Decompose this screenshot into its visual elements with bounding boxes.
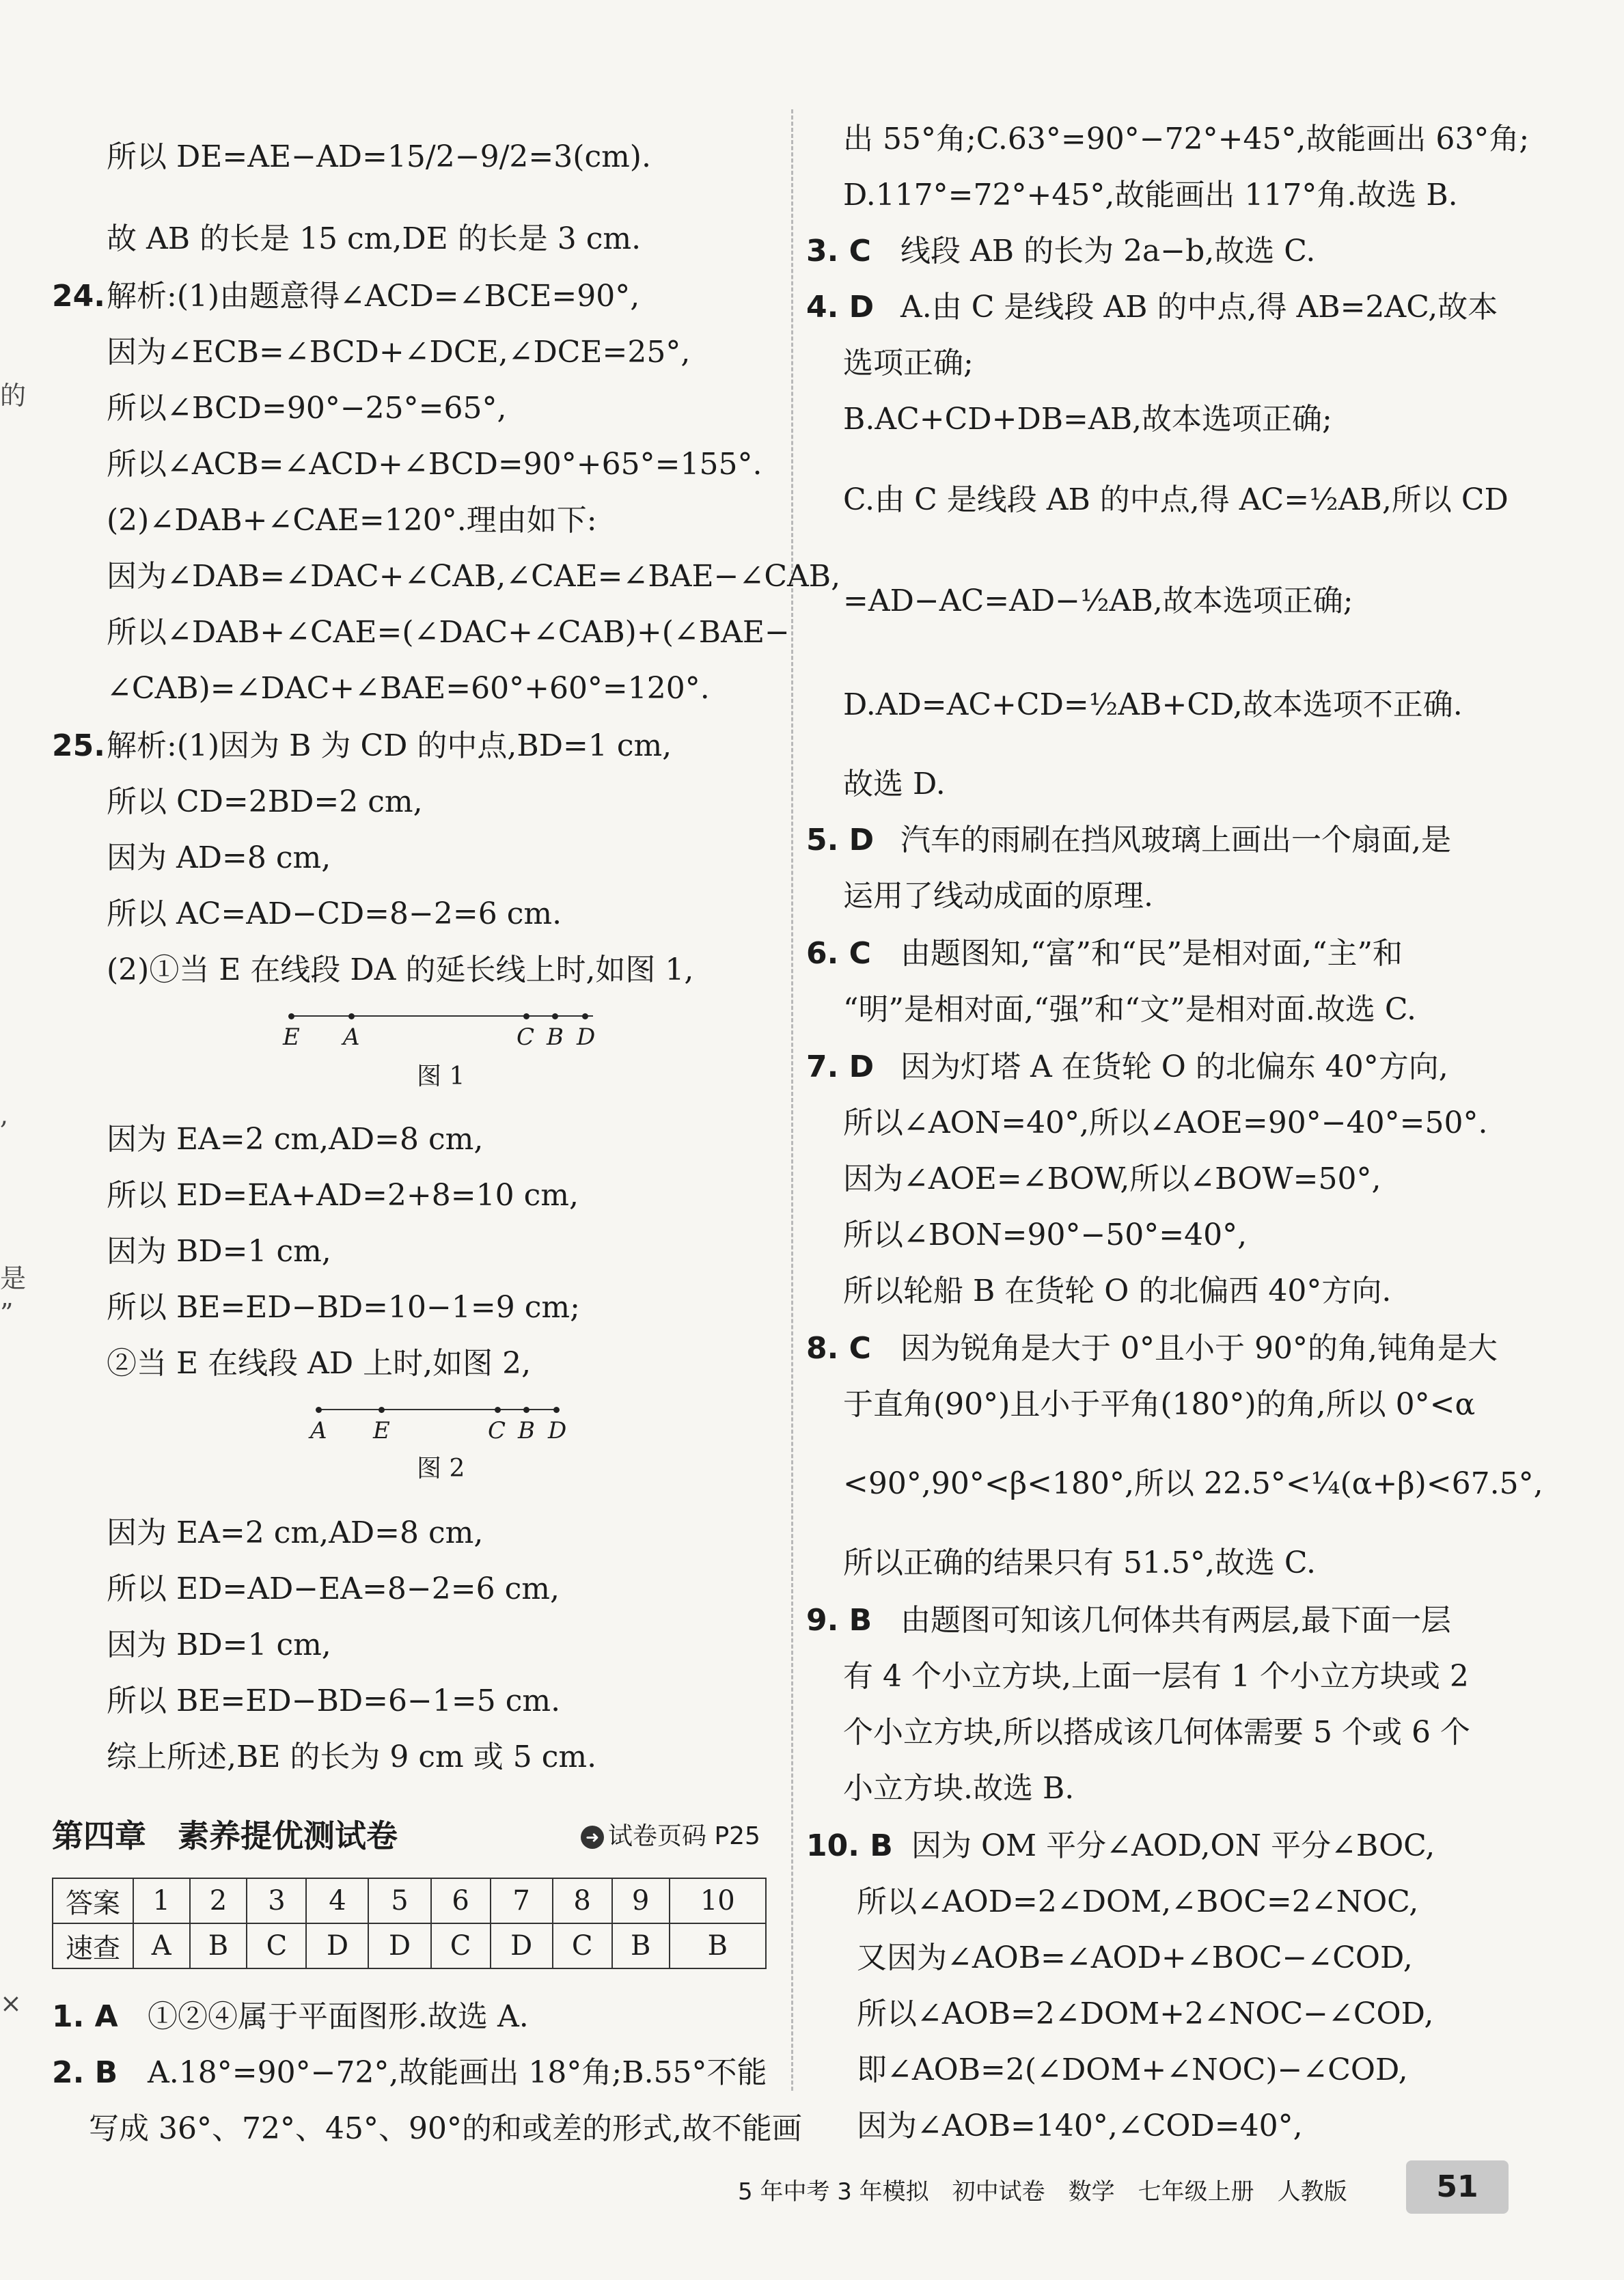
text-line: 解析:(1)由题意得∠ACD=∠BCE=90°, (107, 279, 640, 314)
arrow-right-icon: ➜ (581, 1826, 604, 1849)
text-line: 因为 OM 平分∠AOD,ON 平分∠BOC, (911, 1828, 1435, 1863)
text-line: ①②④属于平面图形.故选 A. (148, 1999, 529, 2034)
point-label: D (577, 1024, 596, 1051)
table-cell: A (133, 1923, 190, 1968)
text-line: 故选 D. (843, 767, 946, 801)
text-line: A.18°=90°−72°,故能画出 18°角;B.55°不能 (148, 2055, 767, 2090)
answer-label: 10. B (806, 1828, 893, 1863)
text-line: 又因为∠AOB=∠AOD+∠BOC−∠COD, (857, 1940, 1413, 1975)
text-line: ∠CAB)=∠DAC+∠BAE=60°+60°=120°. (107, 671, 710, 706)
point-label: E (373, 1417, 390, 1444)
answer-label: 9. B (806, 1603, 872, 1638)
text-line: D.117°=72°+45°,故能画出 117°角.故选 B. (843, 178, 1458, 212)
text-line: <90°,90°<β<180°,所以 22.5°<¼(α+β)<67.5°, (843, 1466, 1543, 1501)
answer-label: 3. C (806, 234, 871, 269)
text-line: =AD−AC=AD−½AB,故本选项正确; (843, 583, 1353, 618)
table-cell: C (553, 1923, 612, 1968)
text-line: 故 AB 的长是 15 cm,DE 的长是 3 cm. (107, 221, 642, 256)
text-line: 所以∠BCD=90°−25°=65°, (107, 391, 507, 426)
column-divider (791, 109, 793, 2091)
text-line: 所以 CD=2BD=2 cm, (107, 784, 423, 819)
text-line: 所以∠DAB+∠CAE=(∠DAC+∠CAB)+(∠BAE− (107, 615, 790, 650)
text-line: 于直角(90°)且小于平角(180°)的角,所以 0°<α (843, 1387, 1476, 1422)
text-line: 因为锐角是大于 0°且小于 90°的角,钝角是大 (900, 1331, 1498, 1366)
text-line: 线段 AB 的长为 2a−b,故选 C. (900, 234, 1316, 269)
text-line: (2)∠DAB+∠CAE=120°.理由如下: (107, 503, 597, 538)
figure-1 (0, 1015, 786, 1056)
text-line: 因为∠AOB=140°,∠COD=40°, (857, 2109, 1303, 2143)
table-cell: B (190, 1923, 247, 1968)
point-label: D (548, 1417, 567, 1444)
page-number: 51 (1406, 2160, 1509, 2214)
edge-fragment: , (0, 1100, 9, 1130)
table-row (53, 1923, 766, 1968)
text-line: 因为∠ECB=∠BCD+∠DCE,∠DCE=25°, (107, 335, 691, 370)
text-line: 所以∠BON=90°−50°=40°, (843, 1218, 1248, 1252)
table-cell: D (306, 1923, 368, 1968)
chapter-title: 第四章 素养提优测试卷 (52, 1817, 398, 1854)
text-line: “明”是相对面,“强”和“文”是相对面.故选 C. (843, 992, 1417, 1027)
table-cell: C (431, 1923, 491, 1968)
table-cell: C (247, 1923, 306, 1968)
text-line: 即∠AOB=2(∠DOM+∠NOC)−∠COD, (857, 2052, 1408, 2087)
text-line: 所以轮船 B 在货轮 O 的北偏西 40°方向. (843, 1274, 1392, 1308)
table-cell: 6 (431, 1878, 491, 1923)
table-cell: 3 (247, 1878, 306, 1923)
text-line: 所以 BE=ED−BD=10−1=9 cm; (107, 1290, 580, 1325)
table-cell: 9 (612, 1878, 670, 1923)
text-line: (2)①当 E 在线段 DA 的延长线上时,如图 1, (107, 952, 694, 987)
text-line: 所以 ED=EA+AD=2+8=10 cm, (107, 1178, 579, 1213)
text-line: ②当 E 在线段 AD 上时,如图 2, (107, 1346, 532, 1381)
text-line: 因为灯塔 A 在货轮 O 的北偏东 40°方向, (900, 1049, 1448, 1084)
answer-label: 8. C (806, 1331, 871, 1366)
text-line: 写成 36°、72°、45°、90°的和或差的形式,故不能画 (89, 2111, 802, 2146)
table-cell: 2 (190, 1878, 247, 1923)
text-line: 所以∠AOD=2∠DOM,∠BOC=2∠NOC, (857, 1884, 1419, 1919)
figure-2 (0, 1409, 786, 1450)
edge-fragment: × (0, 1988, 22, 2018)
table-cell: 8 (553, 1878, 612, 1923)
table-cell: B (612, 1923, 670, 1968)
text-line: 运用了线动成面的原理. (843, 879, 1153, 914)
text-line: 汽车的雨刷在挡风玻璃上画出一个扇面,是 (900, 823, 1451, 857)
text-line: 综上所述,BE 的长为 9 cm 或 5 cm. (107, 1740, 597, 1774)
table-cell: 7 (491, 1878, 553, 1923)
text-line: 因为 EA=2 cm,AD=8 cm, (107, 1122, 484, 1157)
text-line: 因为 AD=8 cm, (107, 840, 331, 875)
text-line: 所以 ED=AD−EA=8−2=6 cm, (107, 1571, 560, 1606)
table-cell: 10 (670, 1878, 766, 1923)
figure-caption: 图 2 (417, 1455, 465, 1483)
page-reference-text: 试卷页码 P25 (608, 1822, 760, 1850)
text-line: 因为 EA=2 cm,AD=8 cm, (107, 1515, 484, 1550)
table-cell: D (368, 1923, 430, 1968)
answer-label: 1. A (52, 1999, 118, 2034)
answer-label: 5. D (806, 823, 875, 857)
table-cell: B (670, 1923, 766, 1968)
text-line: 所以∠ACB=∠ACD+∠BCD=90°+65°=155°. (107, 447, 762, 482)
text-line: 小立方块.故选 B. (843, 1771, 1075, 1806)
point-label: A (343, 1024, 360, 1051)
answer-label: 6. C (806, 936, 871, 971)
table-cell: 5 (368, 1878, 430, 1923)
question-number: 25. (52, 728, 105, 763)
text-line: 有 4 个小立方块,上面一层有 1 个小立方块或 2 (843, 1659, 1469, 1694)
text-line: 所以 BE=ED−BD=6−1=5 cm. (107, 1684, 561, 1718)
point-label: A (310, 1417, 327, 1444)
text-line: D.AD=AC+CD=½AB+CD,故本选项不正确. (843, 687, 1463, 722)
text-line: C.由 C 是线段 AB 的中点,得 AC=½AB,所以 CD (843, 482, 1509, 517)
text-line: 出 55°角;C.63°=90°−72°+45°,故能画出 63°角; (843, 122, 1530, 156)
edge-fragment: 是 (0, 1263, 27, 1293)
text-line: 个小立方块,所以搭成该几何体需要 5 个或 6 个 (843, 1715, 1470, 1750)
table-header-cell: 答案 (53, 1878, 133, 1923)
text-line: A.由 C 是线段 AB 的中点,得 AB=2AC,故本 (900, 290, 1498, 325)
table-cell: 4 (306, 1878, 368, 1923)
answer-key-table (52, 1878, 767, 1969)
figure-caption: 图 1 (417, 1062, 465, 1090)
point-label: E (283, 1024, 300, 1051)
text-line: 由题图知,“富”和“民”是相对面,“主”和 (900, 936, 1403, 971)
table-cell: D (491, 1923, 553, 1968)
point-label: B (547, 1024, 564, 1051)
text-line: 所以正确的结果只有 51.5°,故选 C. (843, 1546, 1317, 1580)
text-line: 因为 BD=1 cm, (107, 1627, 331, 1662)
edge-fragment: 的 (0, 381, 27, 411)
text-line: 由题图可知该几何体共有两层,最下面一层 (900, 1603, 1451, 1638)
text-line: 选项正确; (843, 346, 974, 381)
text-line: 所以 AC=AD−CD=8−2=6 cm. (107, 896, 562, 931)
text-line: 所以∠AOB=2∠DOM+2∠NOC−∠COD, (857, 1996, 1434, 2031)
point-label: C (517, 1024, 535, 1051)
point-label: B (518, 1417, 535, 1444)
text-line: 所以∠AON=40°,所以∠AOE=90°−40°=50°. (843, 1105, 1488, 1140)
table-header-cell: 速查 (53, 1923, 133, 1968)
table-cell: 1 (133, 1878, 190, 1923)
text-line: 所以 DE=AE−AD=15/2−9/2=3(cm). (107, 139, 651, 174)
edge-fragment: ” (0, 1298, 14, 1328)
text-line: 解析:(1)因为 B 为 CD 的中点,BD=1 cm, (107, 728, 672, 763)
answer-label: 4. D (806, 290, 875, 325)
point-label: C (488, 1417, 506, 1444)
text-line: 因为∠AOE=∠BOW,所以∠BOW=50°, (843, 1162, 1381, 1196)
footer-text: 5 年中考 3 年模拟 初中试卷 数学 七年级上册 人教版 (738, 2178, 1347, 2206)
text-line: 因为 BD=1 cm, (107, 1234, 331, 1269)
text-line: B.AC+CD+DB=AB,故本选项正确; (843, 402, 1332, 437)
page-reference (581, 1824, 760, 1849)
answer-label: 2. B (52, 2055, 118, 2090)
text-line: 因为∠DAB=∠DAC+∠CAB,∠CAE=∠BAE−∠CAB, (107, 559, 841, 594)
question-number: 24. (52, 279, 105, 314)
answer-label: 7. D (806, 1049, 875, 1084)
table-row (53, 1878, 766, 1923)
